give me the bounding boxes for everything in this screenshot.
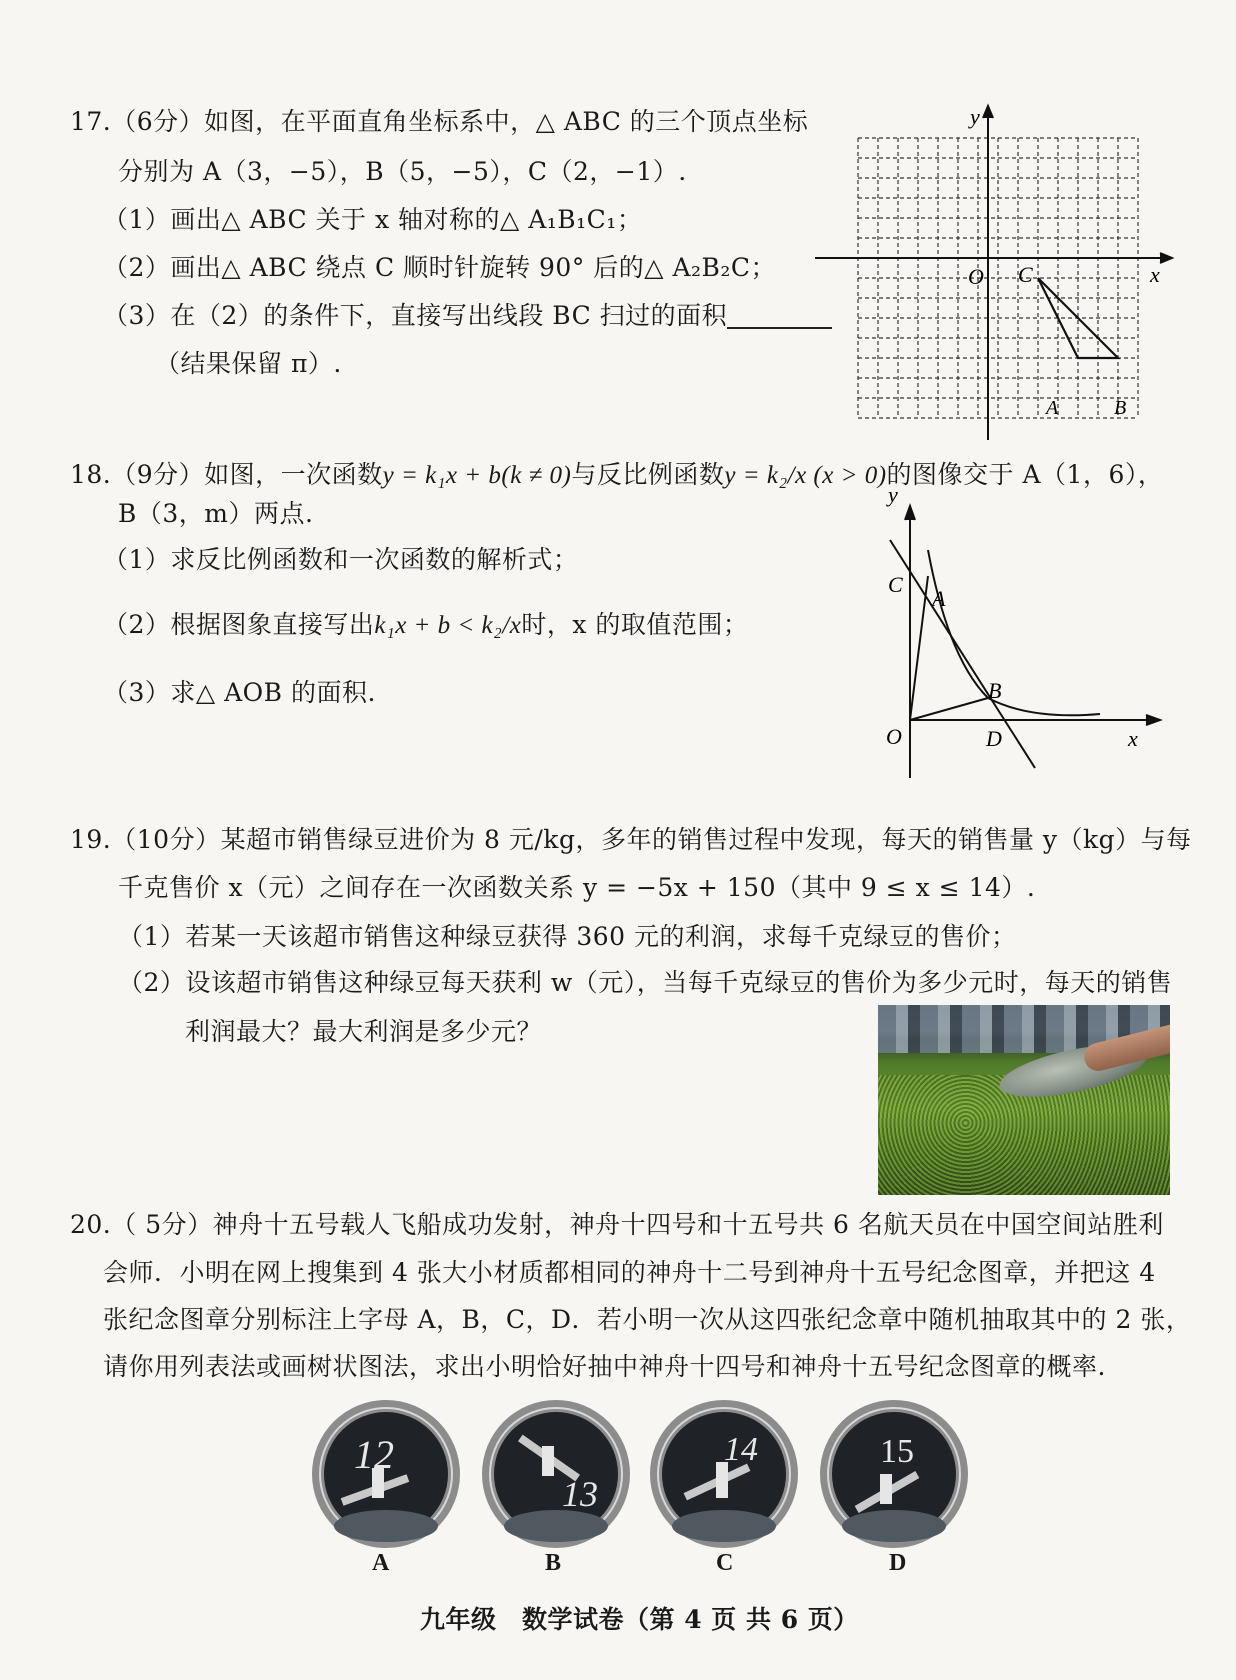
point-a-label: A (932, 586, 946, 611)
point-d-label: D (986, 726, 1002, 751)
q18-part2 (103, 605, 748, 641)
q18-line2: B（3，m）两点. (118, 499, 314, 528)
q17-part3 (103, 296, 832, 332)
q20-line4: 请你用列表法或画树状图法，求出小明恰好抽中神舟十四号和神舟十五号纪念图章的概率. (103, 1352, 1106, 1381)
page-footer: 九年级 数学试卷（第 4 页 共 6 页） (420, 1605, 859, 1634)
x-axis-label: x (1128, 726, 1138, 751)
y-axis-label: y (970, 104, 980, 129)
medal-d-label: D (889, 1550, 907, 1576)
line-cd (890, 540, 1035, 768)
q18-part1: （1）求反比例函数和一次函数的解析式； (103, 545, 579, 574)
q18-line1-text-a: 18.（9分）如图，一次函数 (70, 460, 383, 489)
q18-part3: （3）求△ AOB 的面积. (103, 678, 376, 707)
point-c-label: C (1018, 262, 1033, 287)
q20-line1: 20.（ 5分）神舟十五号载人飞船成功发射，神舟十四号和十五号共 6 名航天员在中国空间站胜利 (70, 1210, 1164, 1239)
q20-line2: 会师．小明在网上搜集到 4 张大小材质都相同的神舟十二号到神舟十五号纪念图章，并把这 4 (103, 1258, 1156, 1287)
inverse-function-eq: y = k₂/x (x > 0) (724, 462, 887, 489)
medal-d-number: 15 (880, 1433, 914, 1470)
q18-line1-text-b: 与反比例函数 (571, 460, 725, 489)
q18-line1-text-c: 的图像交于 A（1，6）， (886, 460, 1164, 489)
segment-ob (910, 698, 988, 720)
q17-part2: （2）画出△ ABC 绕点 C 顺时针旋转 90° 后的△ A₂B₂C； (103, 253, 777, 282)
medal-d (818, 1398, 970, 1550)
origin-label: O (968, 264, 984, 289)
q17-coordinate-grid (810, 100, 1180, 445)
inequality-eq: k₁x + b < k₂/x (374, 612, 522, 639)
q17-note: （结果保留 π）. (155, 349, 342, 378)
medal-c (648, 1398, 800, 1550)
point-b-label: B (988, 678, 1002, 703)
medal-c-label: C (716, 1550, 734, 1576)
linear-function-eq: y = k₁x + b(k ≠ 0) (382, 462, 572, 489)
y-axis-label: y (888, 488, 898, 507)
point-c-label: C (888, 572, 903, 597)
medal-a (310, 1398, 462, 1550)
q19-part2-cont: 利润最大？最大利润是多少元？ (185, 1017, 543, 1046)
q19-line1: 19.（10分）某超市销售绿豆进价为 8 元/kg，多年的销售过程中发现，每天的销售量 y（kg）与每 (70, 825, 1192, 854)
q17-part3-text: （3）在（2）的条件下，直接写出线段 BC 扫过的面积 (103, 301, 728, 330)
q19-part1: （1）若某一天该超市销售这种绿豆获得 360 元的利润，求每千克绿豆的售价； (118, 922, 1017, 951)
q17-line1: 17.（6分）如图，在平面直角坐标系中，△ ABC 的三个顶点坐标 (70, 107, 809, 136)
point-a-label: A (1046, 397, 1059, 419)
medal-a-number: 12 (354, 1432, 394, 1477)
q19-line2: 千克售价 x（元）之间存在一次函数关系 y = −5x + 150（其中 9 ≤ x ≤ 14）. (118, 873, 1036, 902)
q17-line2: 分别为 A（3，−5），B（5，−5），C（2，−1）. (118, 157, 687, 186)
q18-part2-text-b: 时，x 的取值范围； (521, 610, 749, 639)
q18-function-graph (870, 488, 1170, 783)
point-b-label: B (1114, 397, 1127, 419)
origin-label: O (886, 724, 902, 749)
medal-b (480, 1398, 632, 1550)
q19-part2: （2）设该超市销售这种绿豆每天获利 w（元），当每千克绿豆的售价为多少元时，每天的销售 (118, 968, 1173, 997)
segment-oa (910, 576, 928, 720)
hyperbola (928, 550, 1100, 715)
medal-c-number: 14 (724, 1431, 758, 1468)
medal-b-label: B (545, 1550, 562, 1576)
q18-part2-text-a: （2）根据图象直接写出 (103, 610, 375, 639)
medal-a-label: A (372, 1550, 390, 1576)
medal-b-number: 13 (562, 1474, 598, 1514)
x-axis-label: x (1150, 262, 1160, 287)
q20-line3: 张纪念图章分别标注上字母 A，B，C，D．若小明一次从这四张纪念章中随机抽取其中的 2 张， (103, 1305, 1192, 1334)
mung-bean-photo (878, 1005, 1170, 1195)
q17-part1: （1）画出△ ABC 关于 x 轴对称的△ A₁B₁C₁； (103, 205, 643, 234)
q18-line1 (70, 455, 1163, 491)
